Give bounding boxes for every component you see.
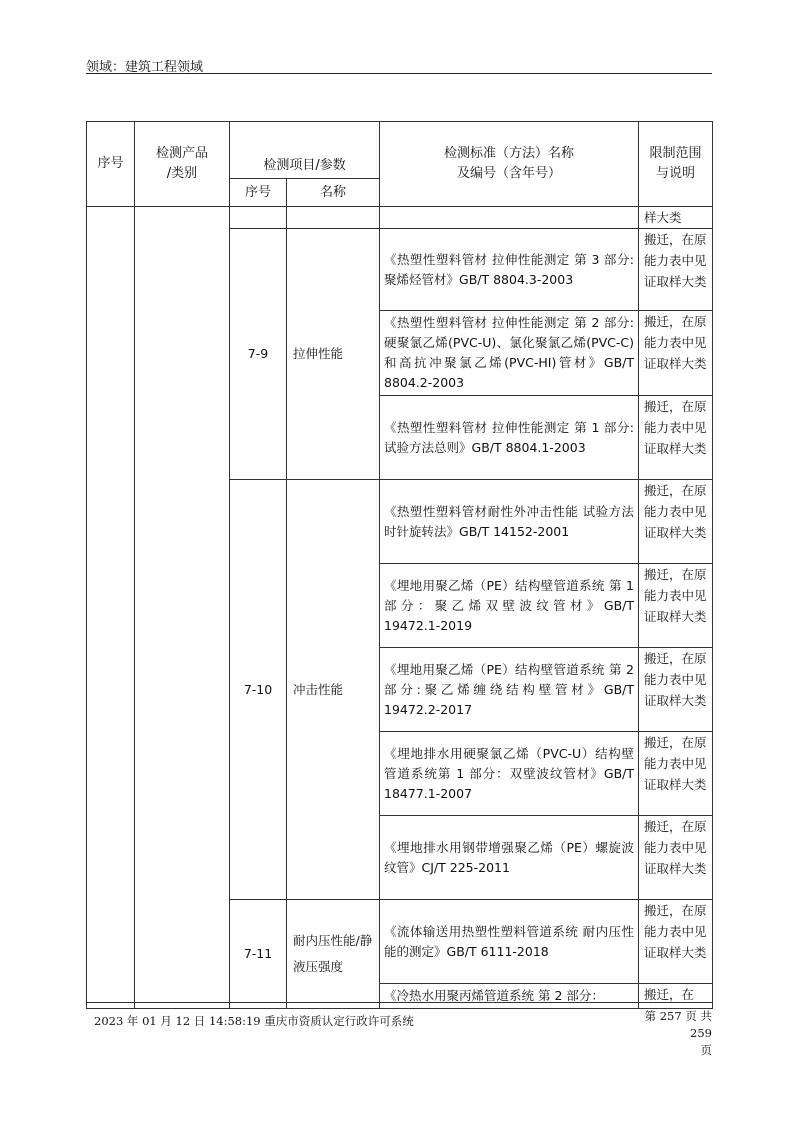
standard-cell: 《冷热水用聚丙烯管道系统 第 2 部分： (380, 984, 639, 1009)
col-header-standard (380, 122, 639, 207)
col-header-product-line2: /类别 (166, 166, 198, 181)
limit-cell: 搬迁，在原能力表中见证取样大类 (639, 564, 713, 648)
col-header-sub-seq: 序号 (230, 179, 287, 207)
footer-page-number (624, 1008, 712, 1059)
standard-cell: 《埋地排水用钢带增强聚乙烯（PE）螺旋波纹管》CJ/T 225-2011 (380, 816, 639, 900)
carry-sub-seq (230, 207, 287, 229)
limit-cell: 搬迁，在原能力表中见证取样大类 (639, 311, 713, 396)
standard-cell: 《埋地排水用硬聚氯乙烯（PVC-U）结构壁管道系统第 1 部分：双壁波纹管材》GB/T 18477.1-2007 (380, 732, 639, 816)
standard-cell: 《埋地用聚乙烯（PE）结构壁管道系统 第 1 部分：聚乙烯双壁波纹管材》GB/T 19472.1-2019 (380, 564, 639, 648)
standard-cell: 《热塑性塑料管材 拉伸性能测定 第 3 部分:聚烯烃管材》GB/T 8804.3-2003 (380, 229, 639, 311)
table-bottom-border (86, 1002, 712, 1003)
col-header-standard-line2: 及编号（含年号） (457, 166, 562, 181)
col-header-item-param: 检测项目/参数 (230, 122, 380, 179)
col-header-standard-line1: 检测标准（方法）名称 (444, 146, 575, 161)
standard-cell: 《热塑性塑料管材 拉伸性能测定 第 2 部分:硬聚氯乙烯(PVC-U)、氯化聚氯乙烯(PVC-C)和高抗冲聚氯乙烯(PVC-HI)管材》GB/T 8804.2-2003 (380, 311, 639, 396)
limit-cell: 搬迁，在原能力表中见证取样大类 (639, 732, 713, 816)
item-seq: 7-10 (230, 480, 287, 900)
carry-limit: 样大类 (639, 207, 713, 229)
domain-header: 领域：建筑工程领域 (86, 60, 204, 75)
limit-cell: 搬迁，在原能力表中见证取样大类 (639, 229, 713, 311)
standard-cell: 《热塑性塑料管材 拉伸性能测定 第 1 部分:试验方法总则》GB/T 8804.1-2003 (380, 396, 639, 480)
footer-timestamp: 2023 年 01 月 12 日 14:58:19 重庆市资质认定行政许可系统 (94, 1014, 414, 1028)
limit-cell: 搬迁，在原能力表中见证取样大类 (639, 396, 713, 480)
footer-page-line1: 第 257 页 共 259 (644, 1009, 712, 1040)
seq-cell-empty (87, 207, 135, 1009)
standard-cell: 《埋地用聚乙烯（PE）结构壁管道系统 第 2 部分:聚乙烯缠绕结构壁管材》GB/T 19472.2-2017 (380, 648, 639, 732)
col-header-product-line1: 检测产品 (155, 146, 208, 161)
col-header-limit (639, 122, 713, 207)
limit-cell: 搬迁，在原能力表中见证取样大类 (639, 816, 713, 900)
standard-cell: 《流体输送用热塑性塑料管道系统 耐内压性能的测定》GB/T 6111-2018 (380, 900, 639, 984)
carry-standard (380, 207, 639, 229)
capability-table (86, 121, 713, 1009)
footer-page-line2: 页 (700, 1043, 712, 1057)
product-cell-empty (135, 207, 230, 1009)
carry-sub-name (287, 207, 380, 229)
col-header-sub-name: 名称 (287, 179, 380, 207)
item-seq: 7-11 (230, 900, 287, 1009)
col-header-limit-line2: 与说明 (656, 166, 696, 181)
limit-cell: 搬迁，在原能力表中见证取样大类 (639, 900, 713, 984)
limit-cell: 搬迁，在原能力表中见证取样大类 (639, 648, 713, 732)
item-name: 冲击性能 (287, 480, 380, 900)
limit-cell: 搬迁，在 (639, 984, 713, 1009)
col-header-seq: 序号 (87, 122, 135, 207)
item-name: 耐内压性能/静液压强度 (287, 900, 380, 1009)
standard-cell: 《热塑性塑料管材耐性外冲击性能 试验方法 时针旋转法》GB/T 14152-2001 (380, 480, 639, 564)
limit-cell: 搬迁，在原能力表中见证取样大类 (639, 480, 713, 564)
item-name: 拉伸性能 (287, 229, 380, 480)
item-seq: 7-9 (230, 229, 287, 480)
col-header-product (135, 122, 230, 207)
header-divider (86, 73, 712, 74)
col-header-limit-line1: 限制范围 (649, 146, 702, 161)
